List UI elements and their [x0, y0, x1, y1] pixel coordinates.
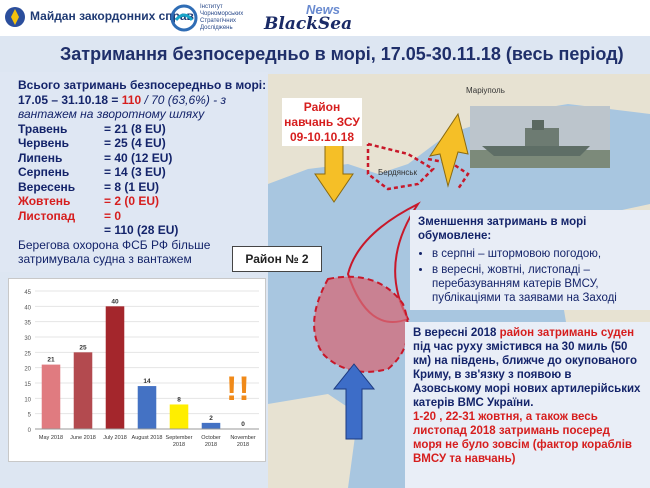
- month-name: Червень: [18, 136, 69, 150]
- crimea-land: [268, 394, 358, 488]
- month-name: Липень: [18, 150, 63, 165]
- city-berdyansk: Бердянськ: [378, 168, 418, 177]
- y-tick-label: 15: [24, 382, 31, 388]
- institute-logo-icon: [170, 4, 198, 32]
- month-row: [18, 165, 268, 180]
- month-value: = 14 (3 EU): [104, 165, 166, 179]
- month-name: Жовтень: [18, 194, 71, 208]
- stats-period-line: [18, 93, 268, 108]
- month-row: [18, 180, 268, 195]
- month-value: = 8 (1 EU): [104, 179, 160, 194]
- sept-part-d: , в зв'язку з появою в Азовському морі нових артилерійських катерів ВМС України.: [413, 369, 641, 409]
- y-tick-label: 10: [24, 397, 31, 404]
- x-tick-label-line2: 2018: [204, 442, 218, 448]
- data-label: 21: [47, 356, 55, 364]
- bar: [42, 365, 61, 429]
- month-value: = 0: [104, 208, 122, 223]
- page-title: Затримання безпосередньо в морі, 17.05-30.11.18 (весь період): [60, 44, 624, 64]
- sept-part-a: В вересні 2018: [413, 327, 500, 339]
- month-value: = 25 (4 EU): [104, 136, 166, 150]
- x-tick-label: May 2018: [38, 435, 64, 441]
- stats-footnote: Берегова охорона ФСБ РФ більше затримувала судна з вантажем: [18, 237, 211, 266]
- month-row: [18, 209, 268, 224]
- data-label: 8: [177, 396, 181, 404]
- x-tick-label: June 2018: [70, 435, 96, 441]
- data-label: 25: [79, 344, 87, 352]
- stats-total-rest: / 70 (63,6%) - з: [141, 92, 227, 107]
- month-name: Листопад: [18, 208, 76, 223]
- y-tick-label: 20: [24, 366, 31, 373]
- x-tick-label: July 2018: [103, 435, 127, 441]
- sept-part-c: під час руху змістився на 30 миль (50 км) на південь, ближче до окупованого Криму: [413, 341, 638, 381]
- y-tick-label: 30: [24, 336, 31, 342]
- october-november-text: 1-20 , 22-31 жовтня, а також весь листопад 2018 затримань посеред моря не було зовсім (фактор кораблів ВМСУ та навчань): [413, 411, 632, 465]
- month-name: Травень: [18, 121, 68, 136]
- month-row: [18, 122, 268, 137]
- bar: [74, 352, 93, 429]
- x-tick-label: November: [230, 435, 256, 441]
- bar: [106, 306, 125, 429]
- stats-heading: Всього затримань безпосередньо в морі:: [18, 78, 267, 92]
- data-label: 40: [111, 298, 119, 306]
- x-tick-label: October: [201, 435, 221, 441]
- y-tick-label: 25: [24, 351, 31, 358]
- month-list: [18, 122, 268, 224]
- bar: [138, 386, 157, 429]
- month-name: Серпень: [18, 165, 70, 179]
- region-2-label: Район № 2: [232, 246, 322, 272]
- org-institute-name: Інститут Чорноморських Стратегічних Досліджень: [200, 4, 244, 31]
- month-value: = 40 (12 EU): [104, 150, 173, 165]
- month-row: [18, 151, 268, 166]
- month-sum: = 110 (28 EU): [104, 223, 179, 237]
- month-value: = 21 (8 EU): [104, 121, 166, 136]
- exercise-zone-label: Район навчань ЗСУ 09-10.10.18: [282, 98, 362, 146]
- exclamation-icon: !!: [226, 370, 251, 408]
- maidan-logo-icon: [4, 6, 26, 28]
- x-tick-label: August 2018: [131, 435, 163, 441]
- month-name: Вересень: [18, 179, 76, 194]
- month-row: [18, 194, 268, 209]
- y-tick-label: 5: [27, 412, 31, 419]
- city-mariupol: Маріуполь: [466, 86, 505, 95]
- bar: [202, 423, 221, 429]
- y-tick-label: 0: [27, 428, 31, 434]
- stats-total: 110: [121, 92, 142, 107]
- y-tick-label: 45: [24, 290, 31, 296]
- stats-period: 17.05 – 31.10.18 =: [18, 92, 122, 107]
- reasons-list: [418, 247, 642, 305]
- x-tick-label-line2: 2018: [236, 442, 250, 448]
- september-box: [405, 322, 650, 488]
- y-tick-label: 35: [24, 320, 31, 327]
- month-sum-row: [18, 223, 268, 238]
- x-tick-label: September: [165, 435, 193, 441]
- month-row: [18, 136, 268, 151]
- blacksea-news-label: News: [306, 2, 340, 17]
- sept-part-b: район затримань суден: [499, 327, 635, 339]
- blacksea-logo-text: BlackSea: [264, 14, 353, 34]
- boat-photo: [470, 106, 610, 168]
- stats-cargo-note: вантажем на зворотному шляху: [18, 107, 205, 121]
- data-label: 14: [143, 378, 151, 386]
- bar: [170, 404, 189, 429]
- month-value: = 2 (0 EU): [104, 194, 160, 208]
- data-label: 0: [241, 421, 245, 428]
- reasons-box: [410, 210, 650, 310]
- data-label: 2: [209, 414, 213, 422]
- stats-panel: [0, 72, 268, 272]
- september-text: [413, 326, 642, 410]
- reason-item: • в вересні, жовтні, листопаді – перебазуванням катерів ВМСУ, публікаціями та заявами на Заході: [432, 263, 642, 305]
- detention-area: [314, 277, 408, 372]
- header: [0, 0, 650, 36]
- y-tick-label: 40: [24, 305, 31, 312]
- org-maidan-name: Майдан закордонних справ: [30, 9, 194, 23]
- x-tick-label-line2: 2018: [172, 442, 186, 448]
- reasons-title: Зменшення затримань в морі обумовлене:: [418, 216, 587, 242]
- reason-item: • в серпні – штормовою погодою,: [432, 247, 642, 261]
